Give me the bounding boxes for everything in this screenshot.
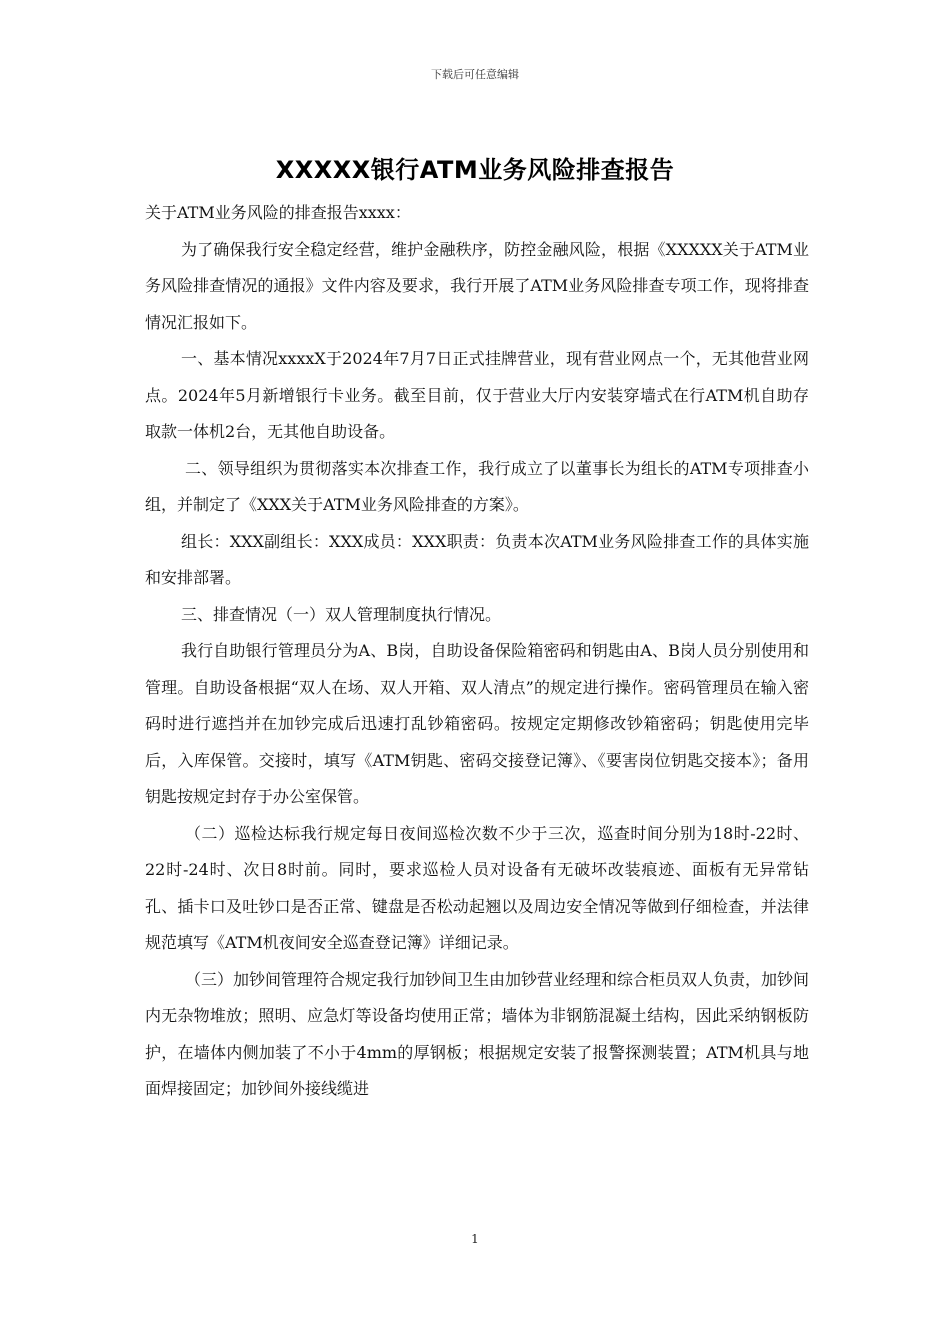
body-paragraph: 组长：XXX副组长：XXX成员：XXX职责：负责本次ATM业务风险排查工作的具体实施和安排部署。 [145,531,809,587]
page-number: 1 [471,1232,479,1246]
body-paragraph: 二、领导组织为贯彻落实本次排查工作，我行成立了以董事长为组长的ATM专项排查小组，并制定了《XXX关于ATM业务风险排查的方案》。 [145,458,809,514]
body-paragraph: （二）巡检达标我行规定每日夜间巡检次数不少于三次，巡查时间分别为18时-22时、22时-24时、次日8时前。同时，要求巡检人员对设备有无破坏改装痕迹、面板有无异常钻孔、插卡口及吐钞口是否正常、键盘是否松动起翘以及周边安全情况等做到仔细检查，并法律规范填写《ATM机夜间安全巡查登记簿》详细记录。 [145,823,809,952]
body-paragraph: 三、排查情况（一）双人管理制度执行情况。 [181,604,502,624]
body-paragraph: 我行自助银行管理员分为A、B岗，自助设备保险箱密码和钥匙由A、B岗人员分别使用和管理。自助设备根据“双人在场、双人开箱、双人清点”的规定进行操作。密码管理员在输入密码时进行遮挡并在加钞完成后迅速打乱钞箱密码。按规定定期修改钞箱密码；钥匙使用完毕后，入库保管。交接时，填写《ATM钥匙、密码交接登记簿》、《要害岗位钥匙交接本》；备用钥匙按规定封存于办公室保管。 [145,641,809,806]
body-paragraph: （三）加钞间管理符合规定我行加钞间卫生由加钞营业经理和综合柜员双人负责，加钞间内无杂物堆放；照明、应急灯等设备均使用正常；墙体为非钢筋混凝土结构，因此采纳钢板防护，在墙体内侧加装了不小于4mm的厚钢板；根据规定安装了报警探测装置；ATM机具与地面焊接固定；加钞间外接线缆进 [145,969,810,1098]
salutation-paragraph: 关于ATM业务风险的排查报告xxxx： [145,203,411,222]
document-body [145,195,809,1108]
document-title: XXXXX银行ATM业务风险排查报告 [275,156,675,184]
body-paragraph: 一、基本情况xxxxX于2024年7月7日正式挂牌营业，现有营业网点一个，无其他营业网点。2024年5月新增银行卡业务。截至目前，仅于营业大厅内安装穿墙式在行ATM机自助存取款一体机2台，无其他自助设备。 [145,349,809,441]
body-paragraph: 为了确保我行安全稳定经营，维护金融秩序，防控金融风险，根据《XXXXX关于ATM业务风险排查情况的通报》文件内容及要求，我行开展了ATM业务风险排查专项工作，现将排查情况汇报如下。 [145,239,809,332]
header-note: 下载后可任意编辑 [431,68,519,81]
